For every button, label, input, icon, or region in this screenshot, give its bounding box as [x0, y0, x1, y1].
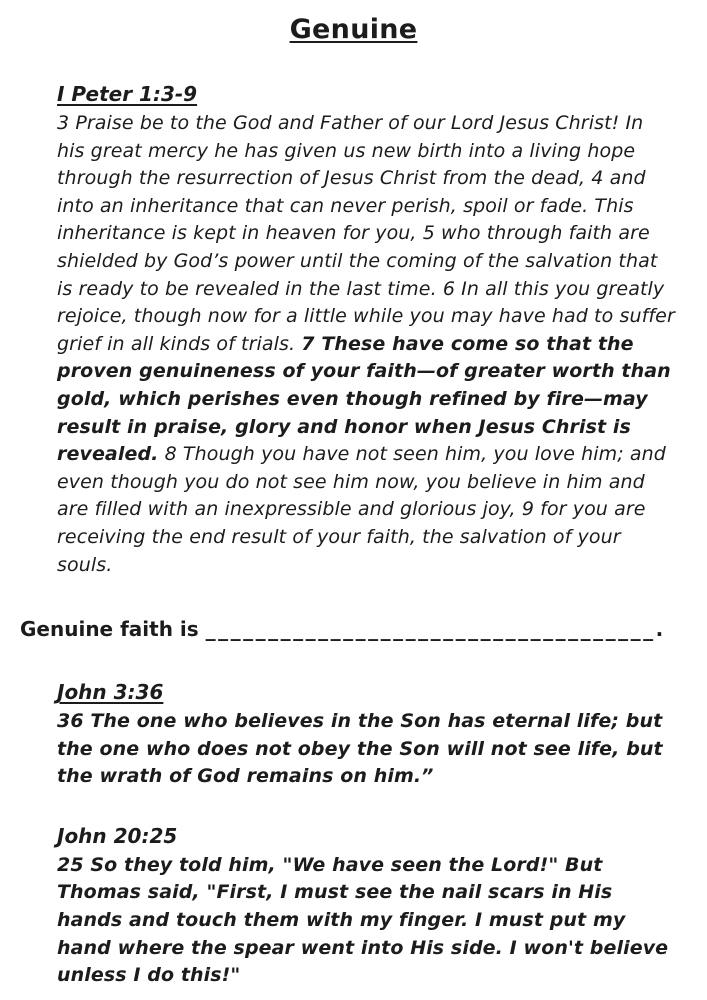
answer-blank: ____________________________________: [205, 617, 656, 642]
passage-john-3-36: [57, 679, 675, 791]
fill-in-label: Genuine faith is: [20, 617, 206, 642]
passage-john-3-36-body: 36 The one who believes in the Son has eternal life; but the one who does not obey the Son will not see life, but the wrath of God remains on him.”: [57, 710, 663, 788]
passage-1peter-text-regular-2: 8 Though you have not seen him, you love him; and even though you do not see him now, you believe in him and are filled with an inexpressible and glorious joy, 9 for you are receiving the end result of your faith, the salvation of your souls.: [57, 443, 666, 576]
passage-1peter-text-bold: 7 These have come so that the proven genuineness of your faith—of greater worth than gold, which perishes even though refined by fire—may result in praise, glory and honor when Jesus Christ is revealed.: [57, 332, 671, 466]
fill-in-the-blank-line: [20, 615, 707, 643]
passage-1peter-body: [57, 110, 675, 579]
passage-john-20-25-body: 25 So they told him, "We have seen the Lord!" But Thomas said, "First, I must see the nail scars in His hands and touch them with my finger. I must put my hand where the spear went into His side. I won't believe unless I do this!": [57, 853, 669, 987]
title-row: [0, 0, 707, 45]
passage-john-20-25-heading: John 20:25: [57, 823, 178, 848]
passage-1peter-text-regular-1: 3 Praise be to the God and Father of our Lord Jesus Christ! In his great mercy he has given us new birth into a living hope through the resurrection of Jesus Christ from the dead, 4 and into an inheritance that can never perish, spoil or fade. This inheritance is kept in heaven for you, 5 who through faith are shielded by God’s power until the coming of the salvation that is ready to be revealed in the last time. 6 In all this you greatly rejoice, though now for a little while you may have had to suffer grief in all kinds of trials.: [57, 112, 675, 355]
passage-1peter-heading: I Peter 1:3-9: [57, 82, 198, 106]
passage-john-20-25: [57, 823, 675, 990]
passage-1peter: [57, 81, 675, 579]
passage-john-3-36-heading: John 3:36: [57, 680, 164, 705]
fill-in-period: .: [655, 617, 664, 642]
page-title: Genuine: [289, 14, 418, 45]
